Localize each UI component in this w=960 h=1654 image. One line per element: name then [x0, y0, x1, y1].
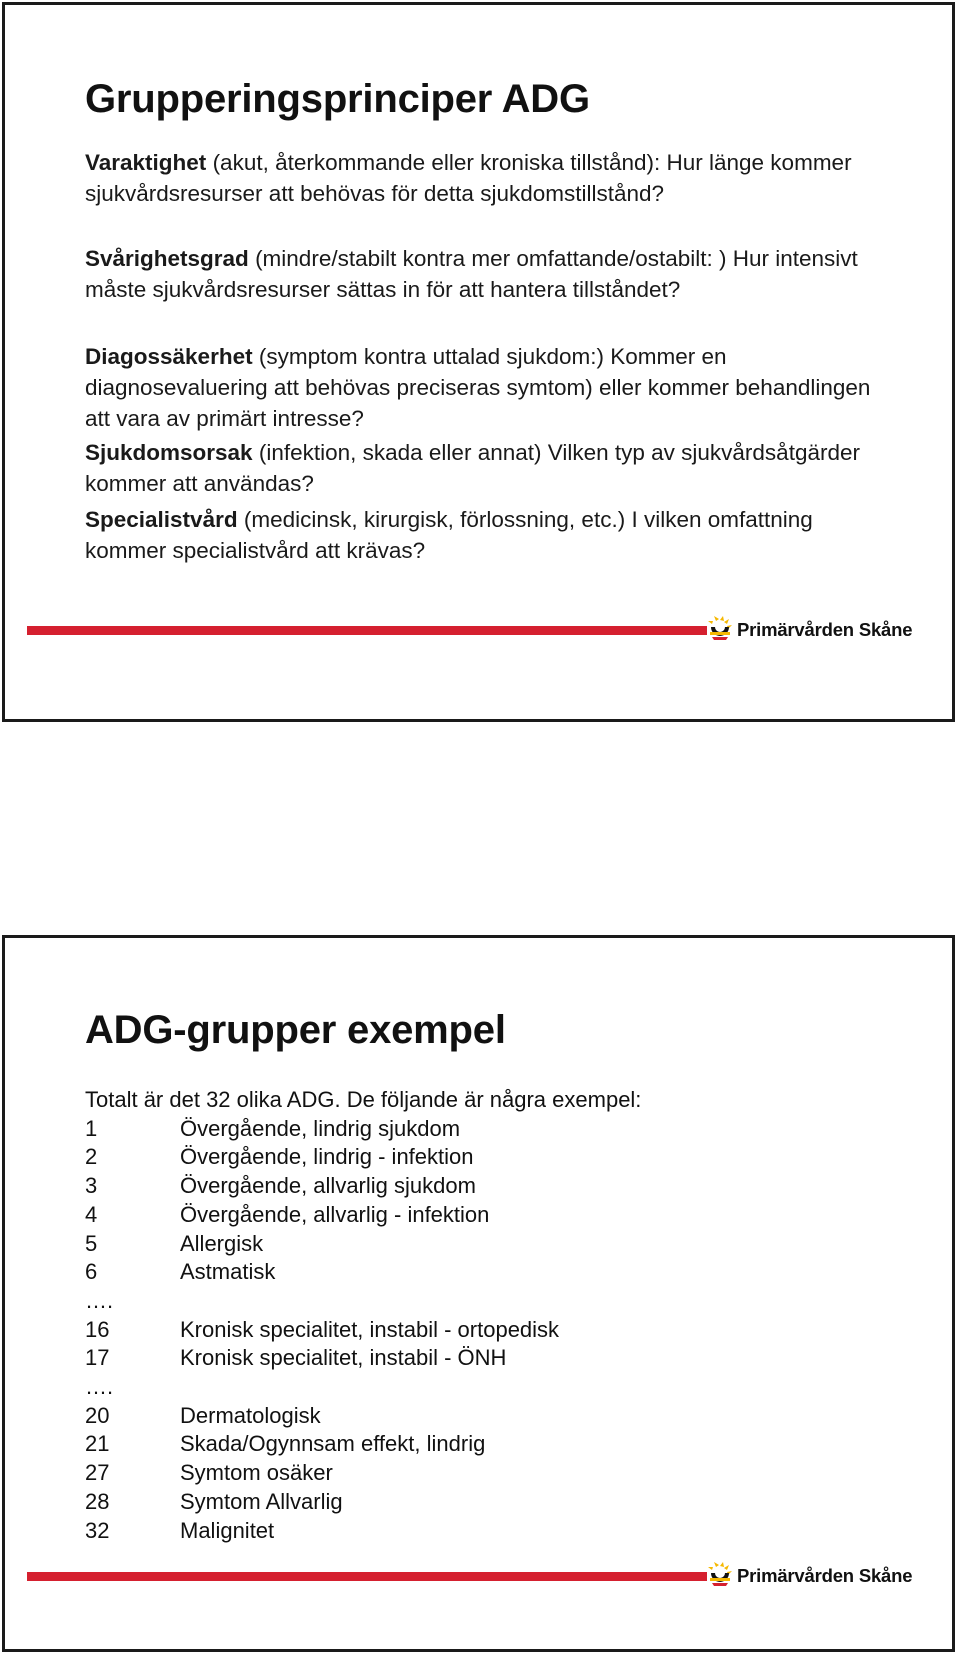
item-description: Astmatisk — [180, 1259, 276, 1285]
list-item — [85, 1402, 641, 1431]
list-ellipsis — [85, 1287, 641, 1316]
paragraph-specialistvard — [85, 504, 885, 566]
item-description: Malignitet — [180, 1517, 275, 1543]
paragraph-svarighetsgrad — [85, 243, 885, 305]
text-sjukdomsorsak: (infektion, skada eller annat) Vilken typ av sjukvårdsåtgärder kommer att användas? — [85, 440, 860, 496]
item-number: 32 — [85, 1517, 110, 1543]
item-number: …. — [85, 1287, 114, 1313]
footer-logo — [708, 616, 912, 644]
list-intro: Totalt är det 32 olika ADG. De följande är några exempel: — [85, 1087, 642, 1112]
item-number: 4 — [85, 1201, 98, 1227]
list-ellipsis — [85, 1373, 641, 1402]
list-item — [85, 1517, 641, 1546]
paragraph-varaktighet — [85, 147, 885, 209]
slide-adg-grupper — [2, 935, 955, 1652]
item-description: Symtom Allvarlig — [180, 1488, 343, 1514]
sun-logo-icon — [708, 1562, 732, 1590]
footer-red-bar — [27, 1572, 707, 1581]
item-number: 17 — [85, 1345, 110, 1371]
term-specialistvard: Specialistvård — [85, 507, 238, 532]
item-number: 2 — [85, 1144, 98, 1170]
list-item — [85, 1430, 641, 1459]
list-item — [85, 1115, 641, 1144]
footer-logo — [708, 1562, 912, 1590]
item-number: 27 — [85, 1460, 110, 1486]
list-item — [85, 1316, 641, 1345]
logo-text: Primärvården Skåne — [737, 619, 913, 640]
term-svarighetsgrad: Svårighetsgrad — [85, 246, 249, 271]
list-item — [85, 1459, 641, 1488]
list-item — [85, 1172, 641, 1201]
item-description: Kronisk specialitet, instabil - ÖNH — [180, 1345, 507, 1371]
item-description: Dermatologisk — [180, 1402, 321, 1428]
item-number: 16 — [85, 1316, 110, 1342]
slide-title: Grupperingsprinciper ADG — [85, 77, 590, 121]
sun-logo-icon — [708, 616, 732, 644]
item-number: 3 — [85, 1173, 98, 1199]
logo-text: Primärvården Skåne — [737, 1565, 913, 1586]
list-item — [85, 1344, 641, 1373]
list-item — [85, 1143, 641, 1172]
item-number: 28 — [85, 1488, 110, 1514]
item-number: 5 — [85, 1230, 98, 1256]
list-item — [85, 1201, 641, 1230]
item-description: Övergående, allvarlig sjukdom — [180, 1173, 476, 1199]
text-svarighetsgrad: (mindre/stabilt kontra mer omfattande/ostabilt: ) Hur intensivt måste sjukvårdsresurser sättas in för att hantera tillståndet? — [85, 246, 858, 302]
text-specialistvard: (medicinsk, kirurgisk, förlossning, etc.) I vilken omfattning kommer specialistvård att krävas? — [85, 507, 813, 563]
adg-list — [85, 1086, 641, 1545]
item-number: 20 — [85, 1402, 110, 1428]
list-item — [85, 1488, 641, 1517]
list-item — [85, 1230, 641, 1259]
item-number: 1 — [85, 1115, 98, 1141]
item-description: Kronisk specialitet, instabil - ortopedisk — [180, 1316, 560, 1342]
list-item — [85, 1258, 641, 1287]
item-description: Övergående, lindrig - infektion — [180, 1144, 474, 1170]
term-diagossakerhet: Diagossäkerhet — [85, 344, 253, 369]
item-description: Övergående, lindrig sjukdom — [180, 1115, 461, 1141]
item-number: …. — [85, 1374, 114, 1400]
text-diagossakerhet: (symptom kontra uttalad sjukdom:) Kommer en diagnosevaluering att behövas preciseras symtom) eller kommer behandlingen att vara av primärt intresse? — [85, 344, 871, 431]
text-varaktighet: (akut, återkommande eller kroniska tillstånd): Hur länge kommer sjukvårdsresurser att behövas för detta sjukdomstillstånd? — [85, 150, 852, 206]
paragraph-sjukdomsorsak — [85, 437, 885, 499]
item-description: Övergående, allvarlig - infektion — [180, 1201, 490, 1227]
item-description: Skada/Ogynnsam effekt, lindrig — [180, 1431, 486, 1457]
item-description: Allergisk — [180, 1230, 264, 1256]
item-number: 21 — [85, 1431, 110, 1457]
slide-grupperingsprinciper — [2, 2, 955, 722]
term-sjukdomsorsak: Sjukdomsorsak — [85, 440, 253, 465]
slide-title: ADG-grupper exempel — [85, 1008, 506, 1052]
item-number: 6 — [85, 1259, 98, 1285]
term-varaktighet: Varaktighet — [85, 150, 207, 175]
item-description: Symtom osäker — [180, 1460, 333, 1486]
paragraph-diagossakerhet — [85, 341, 885, 434]
footer-red-bar — [27, 626, 707, 635]
